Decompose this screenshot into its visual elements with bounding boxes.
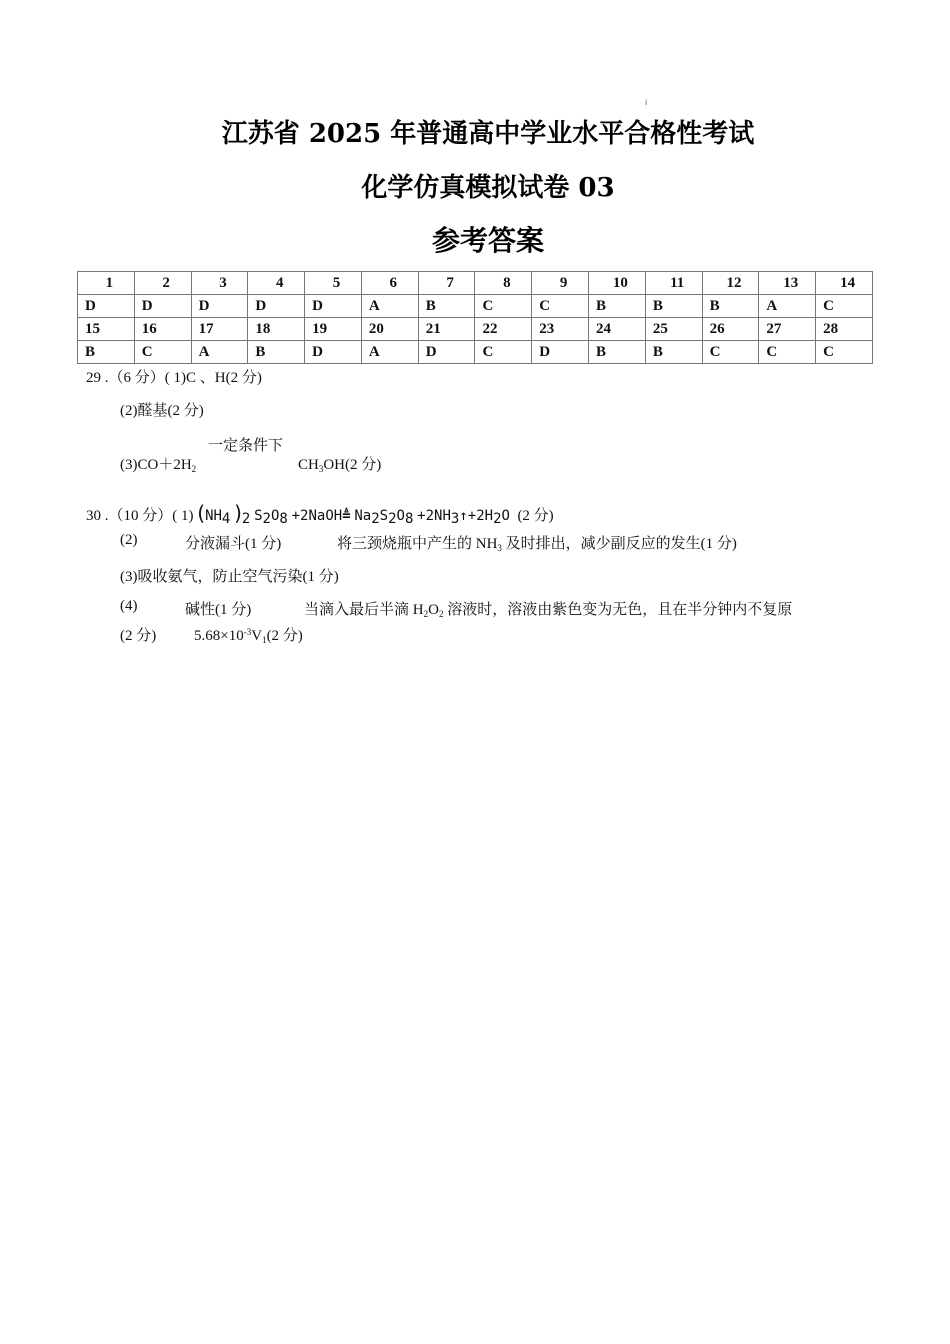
answer-cell: D bbox=[418, 341, 475, 364]
answer-cell: C bbox=[702, 341, 759, 364]
q30-part4-result: $5.68\times 10^{-3}V_1(2$ 分) bbox=[194, 627, 303, 645]
question-number-cell: 4 bbox=[248, 272, 305, 295]
question-number-cell: 3 bbox=[191, 272, 248, 295]
question-number-cell: 20 bbox=[361, 318, 418, 341]
question-number-cell: 10 bbox=[589, 272, 646, 295]
answer-table-row bbox=[78, 295, 873, 318]
question-number-cell: 18 bbox=[248, 318, 305, 341]
question-number-cell: 22 bbox=[475, 318, 532, 341]
answer-cell: B bbox=[645, 295, 702, 318]
q30-part2-reason: 将三颈烧瓶中产生的 $NH_3$ 及时排出，减少副反应的发生(1 分) bbox=[337, 536, 737, 553]
question-number-cell: 25 bbox=[645, 318, 702, 341]
question-number-cell: 6 bbox=[361, 272, 418, 295]
answer-cell: D bbox=[532, 341, 589, 364]
question-number-cell: 19 bbox=[305, 318, 362, 341]
question-number-cell: 9 bbox=[532, 272, 589, 295]
answer-table bbox=[77, 271, 873, 364]
q30-part4-endpoint: 当滴入最后半滴 $H_2O_2$ 溶液时，溶液由紫色变为无色，且在半分钟内不复原 bbox=[304, 602, 793, 619]
exam-subtitle: 化学仿真模拟试卷 03 bbox=[361, 173, 615, 203]
q30-part2-answer: 分液漏斗(1 分) bbox=[185, 536, 282, 552]
question-number-cell: 11 bbox=[645, 272, 702, 295]
answer-cell: D bbox=[78, 295, 135, 318]
q30-part1: 30 .（10 分）( 1) ($NH_4$ )$_2$ $S_2O_8$ +2NaOH≜ $Na_2S_2O_8$ $+2NH_3↑+2H_2O$ (2 分) bbox=[86, 501, 554, 527]
question-number-cell: 24 bbox=[589, 318, 646, 341]
question-number-cell: 8 bbox=[475, 272, 532, 295]
answer-cell: B bbox=[589, 295, 646, 318]
question-number-cell: 26 bbox=[702, 318, 759, 341]
q30-part4-score: (2 分) bbox=[120, 628, 157, 644]
question-number-cell: 27 bbox=[759, 318, 816, 341]
question-number-cell: 14 bbox=[816, 272, 873, 295]
answer-cell: D bbox=[248, 295, 305, 318]
answer-cell: C bbox=[759, 341, 816, 364]
answer-cell: B bbox=[645, 341, 702, 364]
q30-part2-label: (2) bbox=[120, 532, 138, 548]
answer-cell: B bbox=[248, 341, 305, 364]
question-number-cell: 1 bbox=[78, 272, 135, 295]
question-number-cell: 7 bbox=[418, 272, 475, 295]
answer-cell: D bbox=[305, 295, 362, 318]
q29-part3-left: $(3)CO+2H_2$ bbox=[120, 457, 197, 474]
answer-cell: C bbox=[532, 295, 589, 318]
answer-table-row bbox=[78, 341, 873, 364]
q29-condition: 一定条件下 bbox=[208, 438, 284, 454]
answer-cell: C bbox=[475, 295, 532, 318]
question-number-cell: 17 bbox=[191, 318, 248, 341]
exam-title: 江苏省 2025 年普通高中学业水平合格性考试 bbox=[221, 119, 755, 149]
answer-cell: C bbox=[816, 295, 873, 318]
question-number-cell: 16 bbox=[134, 318, 191, 341]
answer-cell: A bbox=[361, 295, 418, 318]
answer-cell: A bbox=[191, 341, 248, 364]
q30-part3: (3)吸收氨气，防止空气污染(1 分) bbox=[120, 569, 339, 585]
answer-cell: B bbox=[702, 295, 759, 318]
answer-cell: D bbox=[305, 341, 362, 364]
answer-table-row bbox=[78, 318, 873, 341]
question-number-cell: 23 bbox=[532, 318, 589, 341]
header-mark: i bbox=[645, 98, 648, 107]
answer-table-row bbox=[78, 272, 873, 295]
question-number-cell: 12 bbox=[702, 272, 759, 295]
question-number-cell: 15 bbox=[78, 318, 135, 341]
question-number-cell: 13 bbox=[759, 272, 816, 295]
answer-cell: C bbox=[816, 341, 873, 364]
q29-part2: (2)醛基(2 分) bbox=[120, 403, 204, 419]
answer-cell: C bbox=[475, 341, 532, 364]
q30-part4-label: (4) bbox=[120, 598, 138, 614]
question-number-cell: 5 bbox=[305, 272, 362, 295]
answer-cell: D bbox=[191, 295, 248, 318]
q29-header: 29 .（6 分）( 1)C 、H(2 分) bbox=[86, 370, 262, 386]
answer-cell: B bbox=[589, 341, 646, 364]
answer-cell: A bbox=[759, 295, 816, 318]
question-number-cell: 28 bbox=[816, 318, 873, 341]
answer-cell: D bbox=[134, 295, 191, 318]
q30-part4-answer: 碱性(1 分) bbox=[185, 602, 252, 618]
answer-cell: B bbox=[78, 341, 135, 364]
answer-cell: B bbox=[418, 295, 475, 318]
answer-cell: A bbox=[361, 341, 418, 364]
question-number-cell: 21 bbox=[418, 318, 475, 341]
question-number-cell: 2 bbox=[134, 272, 191, 295]
answer-key-heading: 参考答案 bbox=[431, 224, 544, 257]
q29-part3-right: $CH_3OH(2$ 分) bbox=[298, 457, 382, 474]
answer-cell: C bbox=[134, 341, 191, 364]
